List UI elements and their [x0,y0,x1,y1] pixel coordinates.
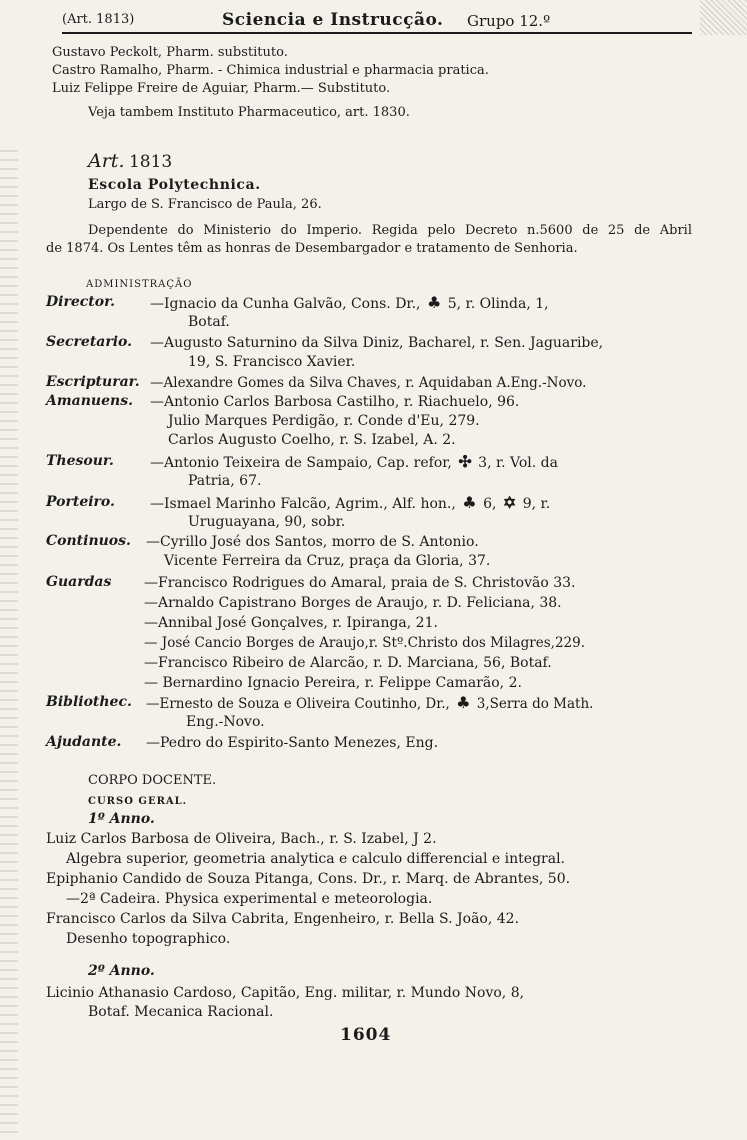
order-insignia-icon: ♣ [426,293,442,312]
admin-heading: ADMINISTRAÇÃO [86,279,193,290]
order-insignia-icon: ♣ [462,493,477,512]
intro-line-4: Veja tambem Instituto Pharmaceutico, art. 1830. [88,105,410,120]
corpo-line-3: Epiphanio Candido de Souza Pitanga, Cons. Dr., r. Marq. de Abrantes, 50. [46,871,571,887]
intro-line-1: Gustavo Peckolt, Pharm. substituto. [52,45,288,60]
label-secretario: Secretario. [46,334,133,350]
director-line-1 [150,294,549,313]
article-label: Art. [88,150,125,172]
thesour-line-2: Patria, 67. [188,473,262,489]
label-porteiro: Porteiro. [46,494,115,510]
header-article-ref: (Art. 1813) [62,12,135,27]
label-ajudante: Ajudante. [46,734,122,750]
secretario-line-2: 19, S. Francisco Xavier. [188,354,356,370]
scan-noise-top-right [700,0,747,35]
corpo-line-7: Licinio Athanasio Cardoso, Capitão, Eng. militar, r. Mundo Novo, 8, [46,985,525,1001]
amanuens-line-1: —Antonio Carlos Barbosa Castilho, r. Riachuelo, 96. [150,394,520,410]
anno-1-heading: 1º Anno. [88,811,155,827]
escripturar-line-1: —Alexandre Gomes da Silva Chaves, r. Aquidaban A.Eng.-Novo. [150,375,587,391]
amanuens-line-3: Carlos Augusto Coelho, r. S. Izabel, A. 2. [168,432,456,448]
corpo-heading: CORPO DOCENTE. [88,773,217,788]
label-guardas: Guardas [46,574,112,590]
header-title: Sciencia e Instrucção. [222,10,444,30]
director-text-b: 5, r. Olinda, 1, [447,296,549,312]
corpo-line-6: Desenho topographico. [66,931,231,947]
continuos-line-1: —Cyrillo José dos Santos, morro de S. Antonio. [146,534,479,550]
label-escripturar: Escripturar. [46,374,140,390]
thesour-text-b: 3, r. Vol. da [478,455,558,471]
cross-insignia-icon: ✣ [458,452,472,471]
label-amanuens: Amanuens. [46,393,133,409]
secretario-line-1: —Augusto Saturnino da Silva Diniz, Bacharel, r. Sen. Jaguaribe, [150,335,604,351]
anno-2-heading: 2º Anno. [88,963,155,979]
porteiro-text: —Ismael Marinho Falcão, Agrim., Alf. hon., [150,496,456,512]
guardas-line-4: — José Cancio Borges de Araujo,r. Stº.Christo dos Milagres,229. [144,635,586,651]
porteiro-line-2: Uruguayana, 90, sobr. [188,514,346,530]
page-header [62,8,692,34]
article-desc-1: Dependente do Ministerio do Imperio. Regida pelo Decreto n.5600 de 25 de Abril [88,223,692,238]
corpo-line-1: Luiz Carlos Barbosa de Oliveira, Bach., r. S. Izabel, J 2. [46,831,437,847]
curso-heading: CURSO GERAL. [88,796,188,807]
corpo-line-8: Botaf. Mecanica Racional. [88,1004,274,1020]
thesour-line-1 [150,453,558,472]
scan-noise-left [0,150,18,1140]
header-group: Grupo 12.º [467,12,551,30]
guardas-line-5: —Francisco Ribeiro de Alarcão, r. D. Marciana, 56, Botaf. [144,655,552,671]
ajudante-line-1: —Pedro do Espirito-Santo Menezes, Eng. [146,735,439,751]
article-number: 1813 [128,152,173,172]
article-address: Largo de S. Francisco de Paula, 26. [88,197,322,212]
page-number: 1604 [340,1025,392,1045]
director-line-2: Botaf. [188,314,230,330]
article-name: Escola Polytechnica. [88,177,261,193]
article-heading [88,152,172,176]
bibliothec-line-1 [146,694,593,713]
label-bibliothec: Bibliothec. [46,694,132,710]
star-insignia-icon: ✡ [502,493,517,512]
bibliothec-text: —Ernesto de Souza e Oliveira Coutinho, Dr., [146,696,450,712]
guardas-line-6: — Bernardino Ignacio Pereira, r. Felippe Camarão, 2. [144,675,522,691]
label-continuos: Continuos. [46,533,131,549]
label-thesour: Thesour. [46,453,114,469]
bibliothec-line-2: Eng.-Novo. [186,714,265,730]
guardas-line-1: —Francisco Rodrigues do Amaral, praia de S. Christovão 33. [144,575,576,591]
article-desc-2: de 1874. Os Lentes têm as honras de Desembargador e tratamento de Senhoria. [46,241,578,256]
guardas-line-2: —Arnaldo Capistrano Borges de Araujo, r. D. Feliciana, 38. [144,595,562,611]
guardas-line-3: —Annibal José Gonçalves, r. Ipiranga, 21. [144,615,438,631]
amanuens-line-2: Julio Marques Perdigão, r. Conde d'Eu, 279. [168,413,480,429]
order-insignia-icon: ♣ [456,693,471,712]
corpo-line-4: —2ª Cadeira. Physica experimental e meteorologia. [66,891,433,907]
continuos-line-2: Vicente Ferreira da Cruz, praça da Gloria, 37. [164,553,491,569]
corpo-line-2: Algebra superior, geometria analytica e calculo differencial e integral. [66,851,565,867]
bibliothec-text-b: 3,Serra do Math. [476,696,594,712]
porteiro-text-c: 9, r. [522,496,551,512]
intro-line-2: Castro Ramalho, Pharm. - Chimica industrial e pharmacia pratica. [52,63,489,78]
corpo-line-5: Francisco Carlos da Silva Cabrita, Engenheiro, r. Bella S. João, 42. [46,911,520,927]
porteiro-text-b: 6, [483,496,497,512]
intro-line-3: Luiz Felippe Freire de Aguiar, Pharm.— Substituto. [52,81,391,96]
porteiro-line-1 [150,494,550,513]
director-text: —Ignacio da Cunha Galvão, Cons. Dr., [150,296,421,312]
label-director: Director. [46,294,116,310]
thesour-text: —Antonio Teixeira de Sampaio, Cap. refor, [150,455,452,471]
